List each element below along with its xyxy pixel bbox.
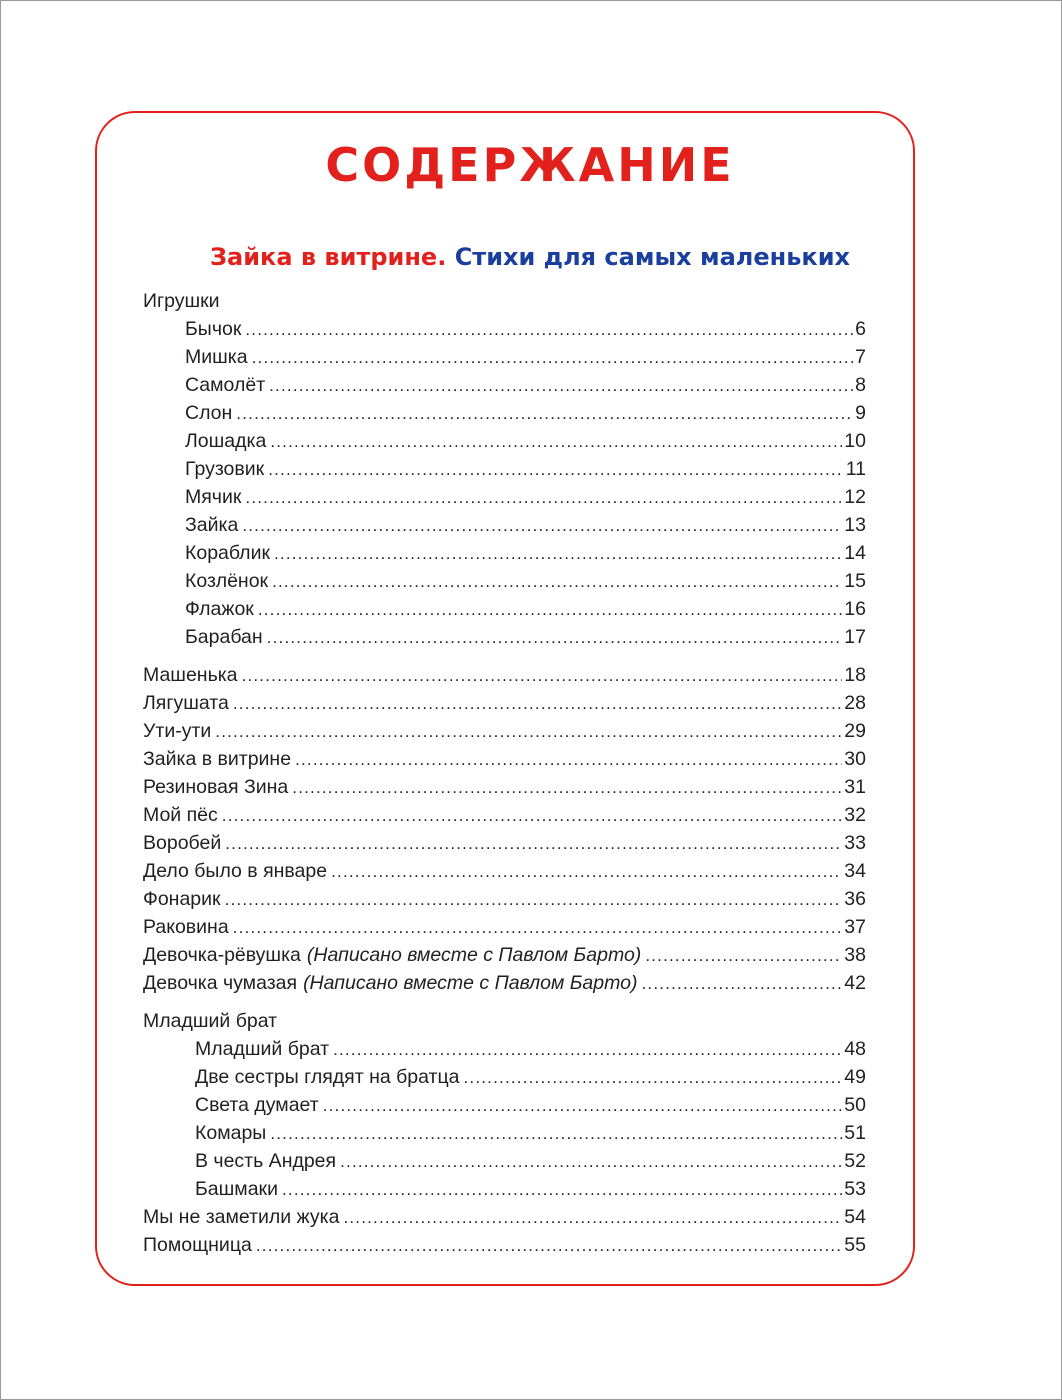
dot-leader xyxy=(225,831,842,857)
toc-entry-title: Лошадка xyxy=(185,430,267,452)
dot-leader xyxy=(268,457,844,483)
dot-leader xyxy=(463,1065,842,1091)
toc-entry[interactable] xyxy=(185,372,866,398)
toc-entry[interactable] xyxy=(143,970,866,996)
toc-entry-page-number: 49 xyxy=(844,1066,866,1088)
toc-entry[interactable] xyxy=(185,540,866,566)
toc-entry-title: Резиновая Зина xyxy=(143,776,289,798)
toc-entry-page-number: 8 xyxy=(855,374,866,396)
dot-leader xyxy=(333,1037,842,1063)
toc-entry-page-number: 42 xyxy=(844,972,866,994)
toc-entry-title: Машенька xyxy=(143,664,238,686)
dot-leader xyxy=(233,915,843,941)
toc-entry[interactable] xyxy=(195,1064,866,1090)
toc-entry[interactable] xyxy=(185,624,866,650)
toc-entry-title: Девочка-рёвушка xyxy=(143,944,301,966)
toc-entry-page-number: 17 xyxy=(844,626,866,648)
toc-entry-page-number: 6 xyxy=(855,318,866,340)
dot-leader xyxy=(323,1093,843,1119)
toc-entry[interactable] xyxy=(143,662,866,688)
dot-leader xyxy=(282,1177,842,1203)
dot-leader xyxy=(245,485,842,511)
toc-entry-title: Помощница xyxy=(143,1234,252,1256)
toc-entry-page-number: 28 xyxy=(844,692,866,714)
toc-entry[interactable] xyxy=(185,316,866,342)
toc-entry-page-number: 29 xyxy=(844,720,866,742)
toc-entry-note: (Написано вместе с Павлом Барто) xyxy=(306,944,642,966)
group-heading-toys: Игрушки xyxy=(143,290,220,312)
toc-entry[interactable] xyxy=(143,942,866,968)
dot-leader xyxy=(272,569,842,595)
dot-leader xyxy=(252,345,854,371)
toc-entry-title: Комары xyxy=(195,1122,267,1144)
toc-entry[interactable] xyxy=(143,802,866,828)
dot-leader xyxy=(258,597,842,623)
dot-leader xyxy=(267,625,843,651)
dot-leader xyxy=(343,1205,842,1231)
toc-entry[interactable] xyxy=(143,774,866,800)
toc-entry-title: Слон xyxy=(185,402,233,424)
toc-entry-title: Света думает xyxy=(195,1094,319,1116)
toc-entry-page-number: 7 xyxy=(855,346,866,368)
toc-entry-page-number: 14 xyxy=(844,542,866,564)
toc-entry[interactable] xyxy=(143,690,866,716)
toc-entry[interactable] xyxy=(143,886,866,912)
toc-entry-title: Лягушата xyxy=(143,692,229,714)
toc-entry-title: Мой пёс xyxy=(143,804,218,826)
toc-entry-page-number: 54 xyxy=(844,1206,866,1228)
toc-entry-title: Грузовик xyxy=(185,458,265,480)
toc-entry-title: Мы не заметили жука xyxy=(143,1206,340,1228)
toc-entry-title: Воробей xyxy=(143,832,222,854)
toc-entry-page-number: 32 xyxy=(844,804,866,826)
toc-entry-page-number: 30 xyxy=(844,748,866,770)
toc-entry-title: Дело было в январе xyxy=(143,860,328,882)
toc-entry[interactable] xyxy=(195,1120,866,1146)
dot-leader xyxy=(269,373,853,399)
toc-entry[interactable] xyxy=(143,1204,866,1230)
toc-entry-page-number: 13 xyxy=(844,514,866,536)
toc-entry-title: Раковина xyxy=(143,916,229,938)
toc-entry-page-number: 9 xyxy=(855,402,866,424)
toc-entry-title: Бычок xyxy=(185,318,242,340)
toc-entry[interactable] xyxy=(195,1036,866,1062)
toc-entry-title: Зайка xyxy=(185,514,239,536)
dot-leader xyxy=(256,1233,842,1259)
toc-entry[interactable] xyxy=(185,568,866,594)
toc-entry[interactable] xyxy=(143,858,866,884)
toc-entry[interactable] xyxy=(185,344,866,370)
dot-leader xyxy=(225,887,843,913)
toc-entry[interactable] xyxy=(143,830,866,856)
toc-entry-page-number: 34 xyxy=(844,860,866,882)
toc-entry-page-number: 48 xyxy=(844,1038,866,1060)
dot-leader xyxy=(270,429,842,455)
dot-leader xyxy=(215,719,842,745)
toc-entry-title: В честь Андрея xyxy=(195,1150,337,1172)
dot-leader xyxy=(236,401,853,427)
toc-entry-page-number: 15 xyxy=(844,570,866,592)
toc-entry-page-number: 11 xyxy=(845,458,866,480)
toc-entry[interactable] xyxy=(195,1176,866,1202)
toc-entry-title: Флажок xyxy=(185,598,254,620)
toc-entry-page-number: 55 xyxy=(844,1234,866,1256)
toc-entry-title: Младший брат xyxy=(195,1038,330,1060)
dot-leader xyxy=(641,971,842,997)
toc-entry-title: Ути-ути xyxy=(143,720,212,742)
toc-entry-page-number: 38 xyxy=(844,944,866,966)
subtitle-part-2: Стихи для самых маленьких xyxy=(454,243,850,271)
toc-entry[interactable] xyxy=(185,456,866,482)
toc-entry-page-number: 37 xyxy=(844,916,866,938)
toc-entry-title: Мячик xyxy=(185,486,242,508)
toc-entry[interactable] xyxy=(143,746,866,772)
toc-entry[interactable] xyxy=(143,1232,866,1258)
dot-leader xyxy=(270,1121,842,1147)
toc-entry-page-number: 10 xyxy=(844,430,866,452)
toc-entry[interactable] xyxy=(195,1092,866,1118)
toc-entry-title: Мишка xyxy=(185,346,248,368)
toc-entry-title: Барабан xyxy=(185,626,263,648)
toc-entry-page-number: 18 xyxy=(844,664,866,686)
dot-leader xyxy=(233,691,842,717)
toc-entry-page-number: 31 xyxy=(844,776,866,798)
group-heading-brother: Младший брат xyxy=(143,1010,278,1032)
dot-leader xyxy=(331,859,842,885)
toc-entry[interactable] xyxy=(185,428,866,454)
dot-leader xyxy=(222,803,843,829)
toc-entry-page-number: 12 xyxy=(844,486,866,508)
subtitle-part-1: Зайка в витрине. xyxy=(209,243,447,271)
dot-leader xyxy=(645,943,842,969)
toc-entry[interactable] xyxy=(185,484,866,510)
toc-entry-page-number: 50 xyxy=(844,1094,866,1116)
toc-entry[interactable] xyxy=(143,718,866,744)
dot-leader xyxy=(242,663,843,689)
toc-entry-page-number: 53 xyxy=(844,1178,866,1200)
page-title: СОДЕРЖАНИЕ xyxy=(325,138,735,192)
dot-leader xyxy=(274,541,842,567)
toc-entry-title: Фонарик xyxy=(143,888,221,910)
toc-entry[interactable] xyxy=(185,596,866,622)
toc-entry-title: Башмаки xyxy=(195,1178,278,1200)
toc-entry-title: Козлёнок xyxy=(185,570,269,592)
toc-entry-title: Кораблик xyxy=(185,542,270,564)
toc-entry-title: Две сестры глядят на братца xyxy=(195,1066,460,1088)
toc-entry-page-number: 36 xyxy=(844,888,866,910)
toc-entry-page-number: 52 xyxy=(844,1150,866,1172)
toc-entry[interactable] xyxy=(195,1148,866,1174)
dot-leader xyxy=(292,775,842,801)
toc-entry-page-number: 33 xyxy=(844,832,866,854)
toc-entry[interactable] xyxy=(185,400,866,426)
toc-entry[interactable] xyxy=(185,512,866,538)
toc-entry-page-number: 16 xyxy=(844,598,866,620)
toc-entry-note: (Написано вместе с Павлом Барто) xyxy=(303,972,638,994)
toc-entry-page-number: 51 xyxy=(844,1122,866,1144)
toc-entry[interactable] xyxy=(143,914,866,940)
dot-leader xyxy=(245,317,853,343)
dot-leader xyxy=(242,513,842,539)
toc-entry-title: Девочка чумазая xyxy=(143,972,298,994)
toc-entry-title: Самолёт xyxy=(185,374,266,396)
dot-leader xyxy=(295,747,842,773)
toc-entry-title: Зайка в витрине xyxy=(143,748,292,770)
dot-leader xyxy=(340,1149,842,1175)
